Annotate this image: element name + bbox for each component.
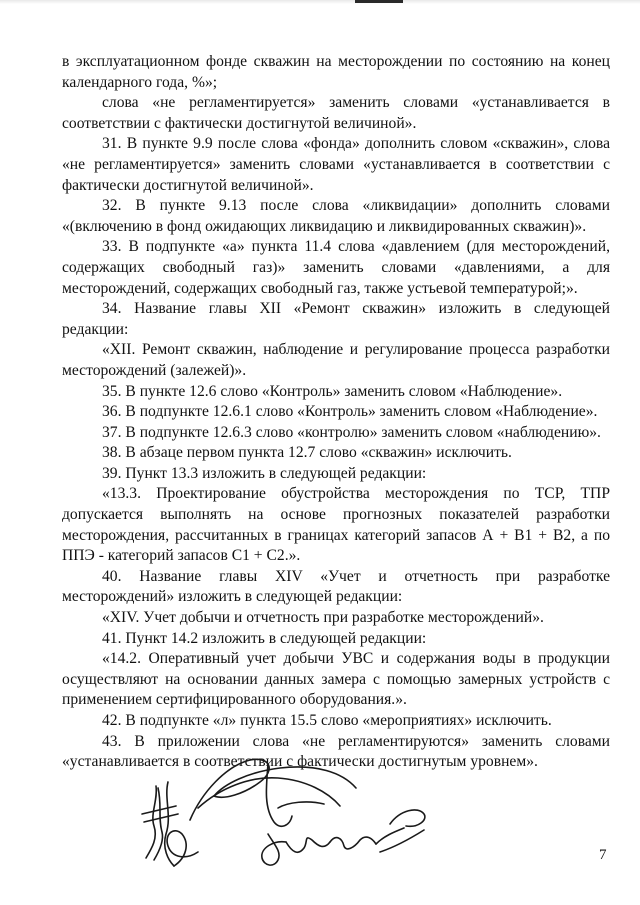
paragraph-chapter-xiv-title: «XIV. Учет добычи и отчетность при разработке месторождений». xyxy=(102,609,544,627)
document-body xyxy=(62,52,610,773)
paragraph-item-36: 36. В подпункте 12.6.1 слово «Контроль» заменить словом «Наблюдение». xyxy=(102,403,598,421)
paragraph-item-39: 39. Пункт 13.3 изложить в следующей редакции: xyxy=(102,464,427,482)
scan-edge xyxy=(0,0,640,4)
page-number: 7 xyxy=(599,847,607,863)
paragraph-item-31: 31. В пункте 9.9 после слова «фонда» дополнить словом «скважин», слова «не регламентируется» заменить словами «устанавливается в соответствии с фактически достигнутой величиной». xyxy=(62,135,610,194)
paragraph-item-13-3-text: «13.3. Проектирование обустройства месторождения по ТСР, ТПР допускается выполнять на основе прогнозных показателей разработки месторождения, рассчитанных в границах категорий запасов А + В1 + В2, а по ППЭ - категорий запасов С1 + С2.». xyxy=(62,485,610,565)
paragraph-item-43: 43. В приложении слова «не регламентируются» заменить словами «устанавливается в соответствии с фактически достигнутым уровнем». xyxy=(62,732,610,771)
paragraph-item-40: 40. Название главы XIV «Учет и отчетность при разработке месторождений» изложить в следующей редакции: xyxy=(62,567,610,606)
handwritten-signature xyxy=(128,748,448,878)
paragraph-item-14-2-text: «14.2. Оперативный учет добычи УВС и содержания воды в продукции осуществляют на основании данных замера с помощью замерных устройств с применением сертифицированного оборудования.». xyxy=(62,650,610,709)
paragraph-item-38: 38. В абзаце первом пункта 12.7 слово «скважин» исключить. xyxy=(102,444,512,462)
paragraph-item-32: 32. В пункте 9.13 после слова «ликвидации» дополнить словами «(включению в фонд ожидающих ликвидацию и ликвидированных скважин)». xyxy=(62,197,610,235)
paragraph-item-42: 42. В подпункте «л» пункта 15.5 слово «мероприятиях» исключить. xyxy=(102,712,552,729)
scan-top-mark xyxy=(355,0,403,3)
paragraph-item-34: 34. Название главы XII «Ремонт скважин» изложить в следующей редакции: xyxy=(62,300,610,338)
paragraph-continuation: в эксплуатационном фонде скважин на месторождении по состоянию на конец календарного года, %»; xyxy=(62,53,610,91)
paragraph-item-41: 41. Пункт 14.2 изложить в следующей редакции: xyxy=(102,629,427,647)
paragraph-item-33: 33. В подпункте «а» пункта 11.4 слова «давлением (для месторождений, содержащих свободный газ)» заменить словами «давлениями, а для месторождений, содержащих свободный газ, также устьевой температурой;». xyxy=(62,238,610,297)
paragraph-words-replacement: слова «не регламентируется» заменить словами «устанавливается в соответствии с фактически достигнутой величиной». xyxy=(62,94,610,132)
paragraph-chapter-xii-title: «XII. Ремонт скважин, наблюдение и регулирование процесса разработки месторождений (залежей)». xyxy=(62,341,610,379)
paragraph-item-35: 35. В пункте 12.6 слово «Контроль» заменить словом «Наблюдение». xyxy=(102,382,563,400)
paragraph-item-37: 37. В подпункте 12.6.3 слово «контролю» заменить словом «наблюдению». xyxy=(102,423,601,441)
